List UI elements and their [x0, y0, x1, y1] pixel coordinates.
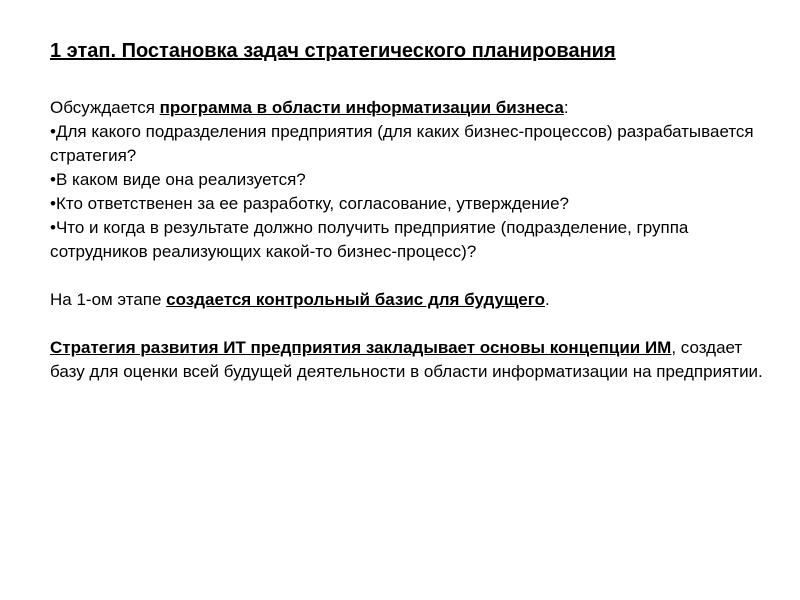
slide-body [50, 96, 770, 384]
conclusion-emphasis: Стратегия развития ИТ предприятия закладывает основы концепции ИМ [50, 338, 672, 357]
intro-suffix: : [563, 98, 569, 117]
question-list [50, 120, 770, 264]
list-item: •Что и когда в результате должно получить предприятие (подразделение, группа сотрудников реализующих какой-то бизнес-процесс)? [50, 218, 689, 261]
spacer [50, 264, 770, 288]
stage-note-suffix: . [545, 290, 550, 309]
list-item: •Для какого подразделения предприятия (для каких бизнес-процессов) разрабатывается стратегия? [50, 122, 754, 165]
intro-prefix: Обсуждается [50, 98, 160, 117]
conclusion-paragraph [50, 336, 770, 384]
stage-note-emphasis: создается контрольный базис для будущего [166, 290, 546, 309]
conclusion-suffix: , создает базу для оценки всей будущей деятельности в области информатизации на предприятии. [50, 338, 763, 381]
stage-note-paragraph [50, 288, 770, 312]
list-item: •В каком виде она реализуется? [50, 170, 306, 189]
intro-emphasis: программа в области информатизации бизнеса [159, 98, 564, 117]
spacer [50, 312, 770, 336]
stage-note-prefix: На 1-ом этапе [50, 290, 167, 309]
list-item: •Кто ответственен за ее разработку, согласование, утверждение? [50, 194, 570, 213]
slide-title: 1 этап. Постановка задач стратегического планирования [50, 40, 616, 62]
intro-paragraph [50, 96, 770, 120]
